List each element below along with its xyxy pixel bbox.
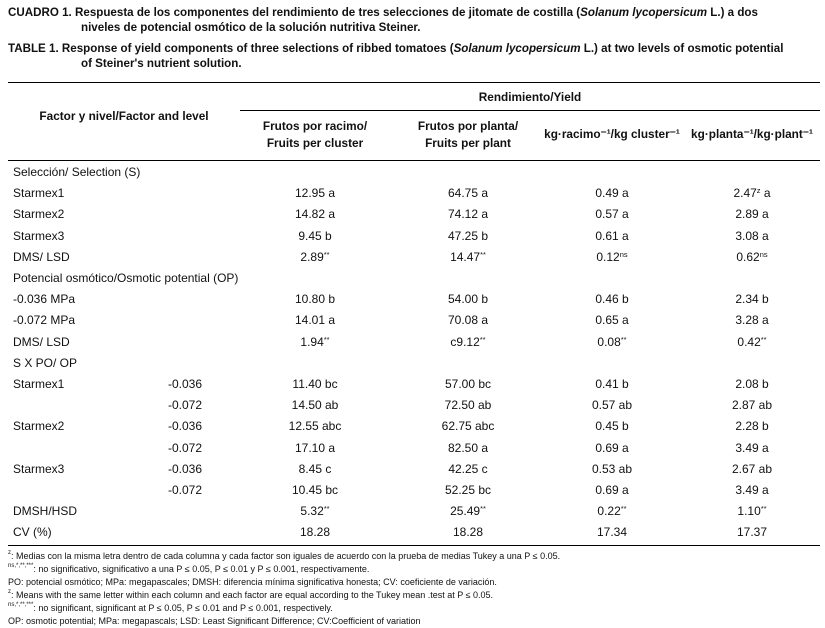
footnote-text: : no significant, significant at P ≤ 0.05, P ≤ 0.01 and P ≤ 0.001, respectively. [33, 603, 333, 613]
table-cell [542, 204, 682, 225]
cell-value: 11.40 bc [292, 377, 338, 391]
table-cell [240, 501, 390, 522]
cell-value: 5.32 [300, 504, 324, 519]
cell-value: 12.95 a [294, 186, 336, 201]
cell-value: 0.41 b [595, 377, 629, 391]
table-cell [542, 289, 682, 310]
table-cell [542, 480, 682, 501]
cell-value: 17.10 a [294, 440, 336, 455]
footnote-marker: ns,*,**,*** [8, 602, 34, 608]
header-fruits-per-plant: Frutos por planta/ Fruits per plant [417, 119, 519, 150]
cell-value: 18.28 [452, 525, 484, 540]
cell-value: 0.53 ab [591, 461, 633, 476]
cell-value: 0.49 a [595, 186, 629, 201]
footnote [8, 550, 560, 563]
footnote-marker: z [8, 589, 11, 595]
significance-marker: ** [480, 249, 486, 259]
row-label: -0.072 MPa [13, 313, 76, 328]
table-cell [684, 247, 820, 268]
cell-value: 0.22 [597, 504, 621, 519]
cell-value: 3.49 a [735, 440, 769, 455]
row-label: Potencial osmótico/Osmotic potential (OP) [13, 271, 239, 285]
table-cell [240, 416, 390, 437]
table-cell [398, 522, 538, 543]
table-cell [398, 395, 538, 416]
row-label: DMSH/HSD [13, 504, 78, 519]
cell-value: 1.94 [300, 334, 324, 349]
table-top-rule [8, 82, 820, 83]
cell-value: 64.75 a [447, 186, 489, 201]
row-level: -0.036 [168, 419, 203, 434]
cell-value: 0.42 [737, 334, 761, 349]
table-cell [684, 289, 820, 310]
table-cell [684, 459, 820, 480]
table-cell [398, 247, 538, 268]
caption-es-line1: CUADRO 1. Respuesta de los componentes del rendimiento de tres selecciones de jitomate de costilla (Solanum lycopersicum L.) a dos [8, 6, 758, 19]
cell-value: 42.25 c [448, 461, 488, 476]
table-cell [240, 289, 390, 310]
cell-value: 17.37 [736, 525, 768, 540]
table-cell [240, 204, 390, 225]
significance-marker: ** [760, 504, 767, 514]
table-cell [398, 204, 538, 225]
footnote [8, 589, 493, 602]
cell-value: 57.00 bc [444, 377, 492, 391]
caption-en-line1: TABLE 1. Response of yield components of three selections of ribbed tomatoes (Solanum lycopersicum L.) at two levels of osmotic potential [8, 42, 784, 55]
table-cell [542, 247, 682, 268]
footnote-text: OP: osmotic potential; MPa: megapascals; LSD: Least Significant Difference; CV:Coefficient of variation [8, 616, 421, 626]
row-label: Starmex1 [13, 377, 65, 391]
table-cell [542, 416, 682, 437]
table-cell [240, 459, 390, 480]
row-label: Selección/ Selection (S) [13, 165, 141, 179]
table-cell [398, 374, 538, 395]
table-cell [684, 332, 820, 353]
footnote-marker: ns,*,**,*** [8, 563, 34, 569]
table-cell [684, 204, 820, 225]
cell-value: 2.34 b [735, 292, 769, 307]
footnote [8, 615, 421, 628]
cell-value: c9.12 [450, 334, 480, 349]
table-cell [684, 438, 820, 459]
table-cell [240, 438, 390, 459]
header-kg-plant: kg·planta⁻¹/kg·plant⁻¹ [691, 127, 813, 141]
significance-marker: ** [479, 334, 486, 344]
cell-suffix: a [760, 186, 771, 201]
table-cell [240, 226, 390, 247]
cell-value: 0.65 a [595, 313, 629, 328]
cell-value: 2.47 [733, 186, 757, 201]
table-cell [684, 310, 820, 331]
row-label: S X PO/ OP [13, 355, 78, 370]
table-cell [542, 395, 682, 416]
footnote-text: : Means with the same letter within each column and each factor are equal according to the Tukey mean .test at P ≤ 0.05. [11, 590, 494, 600]
cell-value: 2.89 a [735, 207, 769, 222]
table-cell [240, 480, 390, 501]
table-cell [684, 374, 820, 395]
cell-value: 0.46 b [595, 292, 629, 307]
table-cell [398, 459, 538, 480]
row-level: -0.072 [168, 483, 203, 497]
row-label: -0.036 MPa [13, 292, 76, 307]
cell-value: 2.67 ab [731, 461, 773, 476]
table-cell [240, 183, 390, 204]
footnote-marker: z [8, 550, 11, 556]
cell-value: 1.10 [737, 504, 761, 519]
header-fruits-per-cluster: Frutos por racimo/ Fruits per cluster [262, 119, 368, 150]
cell-value: 0.57 a [595, 207, 629, 222]
caption-english [8, 41, 783, 71]
row-label: Starmex2 [13, 207, 65, 222]
significance-marker: ** [323, 504, 330, 514]
table-cell [398, 226, 538, 247]
cell-value: 25.49 [450, 504, 481, 519]
cell-value: 62.75 abc [441, 419, 495, 434]
header-kg-cluster: kg·racimo⁻¹/kg cluster⁻¹ [544, 127, 680, 141]
significance-marker: ** [480, 504, 486, 514]
footnote [8, 602, 333, 615]
cell-value: 14.47 [450, 249, 481, 264]
row-label: Starmex3 [13, 461, 65, 476]
table-cell [398, 501, 538, 522]
cell-value: 2.87 ab [731, 398, 773, 413]
caption-en-line2: of Steiner's nutrient solution. [81, 57, 242, 70]
cell-value: 70.08 a [447, 313, 489, 328]
cell-value: 9.45 b [298, 228, 332, 243]
cell-value: 0.12 [596, 249, 620, 264]
table-cell [684, 501, 820, 522]
table-cell [684, 183, 820, 204]
cell-value: 10.80 b [294, 292, 336, 307]
footnote [8, 576, 497, 589]
footnote [8, 563, 369, 576]
footnote-text: PO: potencial osmótico; MPa: megapascales; DMSH: diferencia mínima significativa honesta; CV: coeficiente de variación. [8, 577, 497, 587]
row-level: -0.036 [168, 377, 203, 391]
cell-value: 54.00 b [447, 292, 489, 307]
table-cell [240, 374, 390, 395]
table-cell [240, 310, 390, 331]
row-label: Starmex2 [13, 419, 65, 434]
cell-value: 0.69 a [595, 440, 629, 455]
cell-value: 3.08 a [735, 228, 769, 243]
cell-value: 12.55 abc [288, 419, 342, 434]
table-cell [398, 438, 538, 459]
table-cell [398, 310, 538, 331]
header-yield-group: Rendimiento/Yield [478, 90, 582, 104]
cell-value: 14.50 ab [291, 398, 339, 413]
cell-value: 74.12 a [447, 207, 489, 222]
significance-marker: ** [323, 249, 330, 259]
cell-value: 0.62 [736, 249, 760, 264]
row-level: -0.072 [168, 398, 203, 413]
row-level: -0.036 [168, 461, 203, 476]
row-label: Starmex1 [13, 186, 65, 201]
table-bottom-rule [8, 545, 820, 546]
header-factor: Factor y nivel/Factor and level [39, 109, 209, 123]
significance-marker: ns [759, 249, 768, 259]
cell-value: 2.08 b [735, 377, 769, 391]
cell-value: 10.45 bc [291, 483, 339, 497]
table-cell [398, 289, 538, 310]
cell-value: 3.49 a [735, 483, 769, 497]
cell-value: 0.57 ab [591, 398, 633, 413]
cell-value: 0.61 a [595, 228, 629, 243]
table-cell [684, 395, 820, 416]
cell-value: 2.89 [300, 249, 324, 264]
cell-value: 17.34 [596, 525, 628, 540]
cell-value: 52.25 bc [444, 483, 492, 497]
cell-value: 3.28 a [735, 313, 769, 328]
row-label: CV (%) [13, 525, 52, 540]
table-cell [542, 522, 682, 543]
table-cell [542, 438, 682, 459]
table-cell [542, 226, 682, 247]
row-label: Starmex3 [13, 228, 65, 243]
cell-value: 0.45 b [595, 419, 629, 434]
row-label: DMS/ LSD [13, 249, 70, 264]
cell-value: 14.01 a [294, 313, 336, 328]
table-cell [398, 332, 538, 353]
cell-value: 14.82 a [294, 207, 336, 222]
table-cell [240, 332, 390, 353]
header-bottom-rule [8, 160, 820, 161]
table-cell [542, 501, 682, 522]
significance-marker: ** [620, 504, 627, 514]
caption-spanish [8, 5, 758, 35]
row-label: DMS/ LSD [13, 334, 70, 349]
table-cell [542, 183, 682, 204]
row-level: -0.072 [168, 440, 203, 455]
significance-marker: ** [760, 334, 767, 344]
cell-value: 47.25 b [447, 228, 489, 243]
table-cell [542, 459, 682, 480]
significance-marker: ** [620, 334, 627, 344]
table-cell [240, 247, 390, 268]
significance-marker: ** [323, 334, 330, 344]
group-header-rule [240, 110, 820, 111]
caption-es-line2: niveles de potencial osmótico de la solución nutritiva Steiner. [81, 21, 421, 34]
table-cell [684, 480, 820, 501]
table-cell [398, 416, 538, 437]
cell-value: 0.08 [597, 334, 621, 349]
table-cell [684, 416, 820, 437]
cell-value: 2.28 b [735, 419, 769, 434]
table-cell [240, 522, 390, 543]
significance-marker: z [756, 186, 761, 196]
table-cell [542, 332, 682, 353]
table-cell [398, 183, 538, 204]
footnote-text: : no significativo, significativo a una P ≤ 0.05, P ≤ 0.01 y P ≤ 0.001, respectivamente. [33, 564, 370, 574]
cell-value: 0.69 a [595, 483, 629, 497]
cell-value: 18.28 [299, 525, 331, 540]
table-cell [542, 310, 682, 331]
table-cell [240, 395, 390, 416]
table-cell [684, 522, 820, 543]
cell-value: 82.50 a [447, 440, 489, 455]
table-cell [684, 226, 820, 247]
cell-value: 72.50 ab [444, 398, 492, 413]
cell-value: 8.45 c [298, 461, 332, 476]
significance-marker: ns [619, 249, 628, 259]
footnote-text: : Medias con la misma letra dentro de cada columna y cada factor son iguales de acuerdo con la prueba de medias Tukey a una P ≤ 0.05. [11, 551, 561, 561]
table-cell [398, 480, 538, 501]
table-cell [542, 374, 682, 395]
